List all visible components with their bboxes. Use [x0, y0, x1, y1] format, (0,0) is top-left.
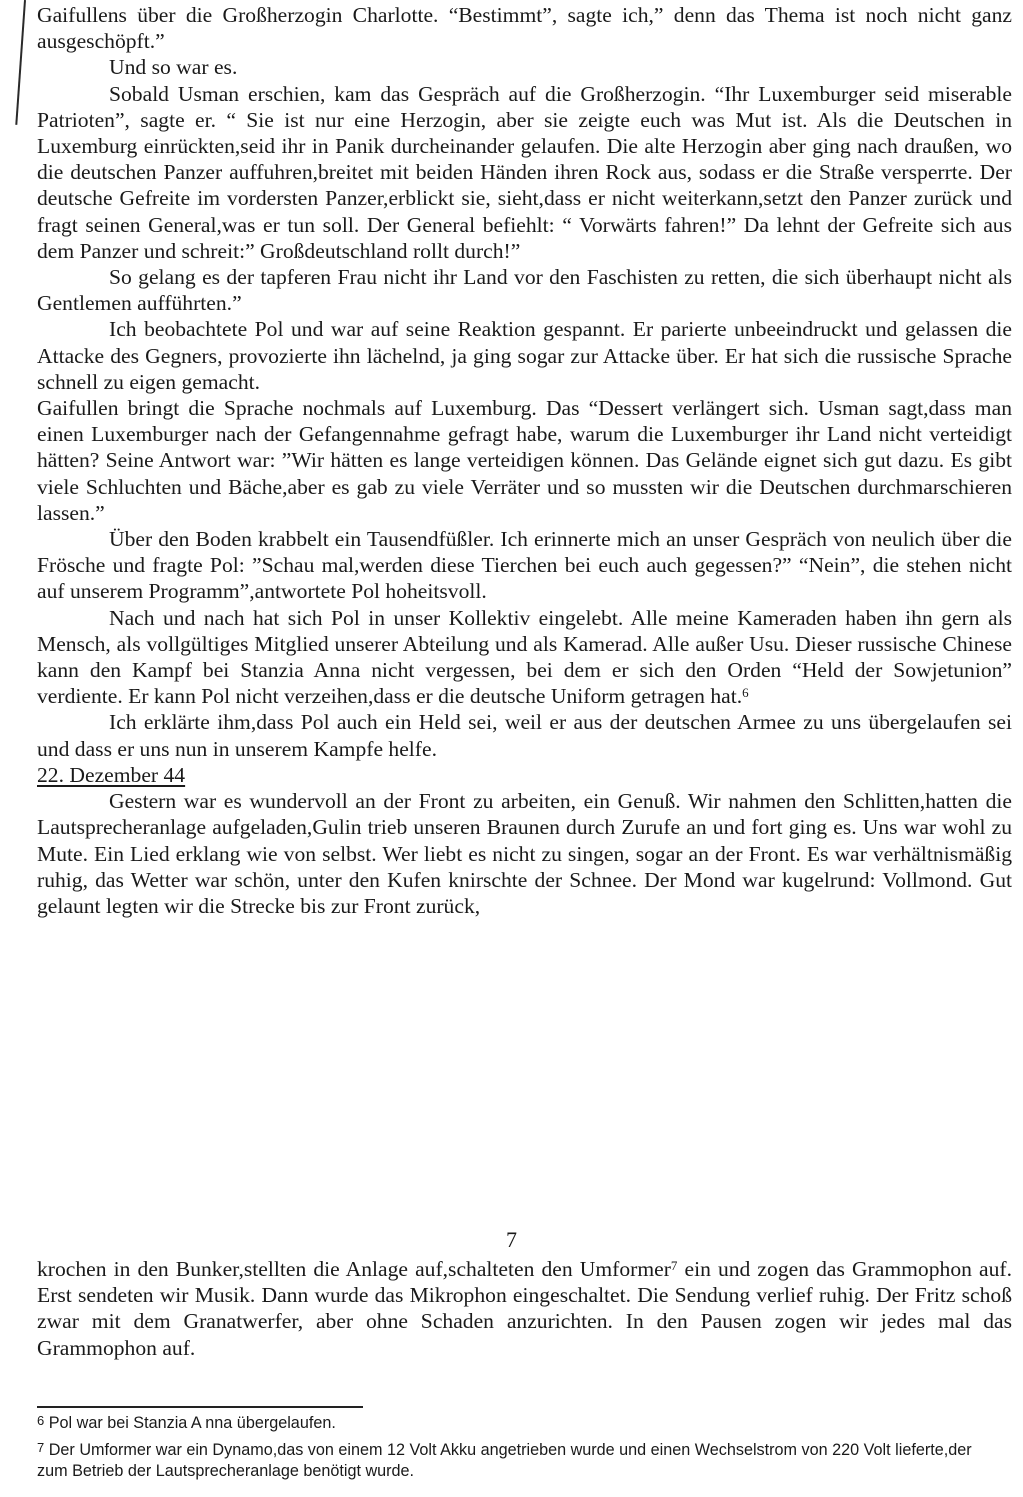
paragraph: Über den Boden krabbelt ein Tausendfüßler. Ich erinnerte mich an unser Gespräch von neulich über die Frösche und fragte Pol: ”Schau mal,werden diese Tierchen bei euch auch gegessen?” “Nein”, die stehen nicht auf unserem Programm”,antwortete Pol hoheitsvoll.: [37, 527, 1012, 604]
paragraph: Ich erklärte ihm,dass Pol auch ein Held sei, weil er aus der deutschen Armee zu uns übergelaufen sei und dass er uns nun in unserem Kampfe helfe.: [37, 710, 1012, 761]
paragraph: Gaifullen bringt die Sprache nochmals auf Luxemburg. Das “Dessert verlängert sich. Usman sagt,dass man einen Luxemburger nach der Gefangennahme gefragt habe, warum die Luxemburger ihr Land nicht verteidigt hätten? Seine Antwort war: ”Wir hätten es lange verteidigen können. Das Gelände eignet sich gut dazu. Es gibt viele Schluchten und Bäche,aber es gab zu viele Verräter und so mussten wir die Deutschen durchmarschieren lassen.”: [37, 396, 1012, 525]
paragraph: Ich beobachtete Pol und war auf seine Reaktion gespannt. Er parierte unbeeindruckt und gelassen die Attacke des Gegners, provozierte ihn lächelnd, ja ging sogar zur Attacke über. Er hat sich die russische Sprache schnell zu eigen gemacht.: [37, 317, 1012, 394]
paragraph-text: Nach und nach hat sich Pol in unser Kollektiv eingelebt. Alle meine Kameraden haben ihn gern als Mensch, als vollgültiges Mitglied unserer Abteilung und als Kamerad. Alle außer Usu. Dieser russische Chinese kann den Kampf bei Stanzia Anna nicht vergessen, bei dem er sich den Orden “Held der Sowjetunion” verdiente. Er kann Pol nicht verzeihen,dass er die deutsche Uniform getragen hat.: [37, 605, 1012, 709]
diary-entry: Gestern war es wundervoll an der Front zu arbeiten, ein Genuß. Wir nahmen den Schlitten,hatten die Lautsprecheranlage aufgeladen,Gulin trieb unseren Braunen durch Zurufe an und fort ging es. Uns war wohl zu Mute. Ein Lied erklang wie von selbst. Wer liebt es nicht zu singen, sogar an der Front. Es war verhältnismäßig ruhig, das Wetter war schön, unter den Kufen knirschte der Schnee. Der Mond war kugelrund: Vollmond. Gut gelaunt legten wir die Strecke bis zur Front zurück,: [37, 789, 1012, 918]
footnote-ref: 6: [742, 685, 749, 701]
footnotes: [37, 1413, 997, 1488]
date-heading: [37, 762, 1012, 788]
page-number: 7: [506, 1227, 517, 1252]
continuation-text-before-ref: krochen in den Bunker,stellten die Anlage auf,schalteten den Umformer: [37, 1257, 671, 1281]
paragraph: Und so war es.: [109, 55, 238, 80]
paragraph: Gaifullens über die Großherzogin Charlotte. “Bestimmt”, sagte ich,” denn das Thema ist noch nicht ganz ausgeschöpft.”: [37, 3, 1012, 54]
paragraph: Sobald Usman erschien, kam das Gespräch auf die Großherzogin. “Ihr Luxemburger seid miserable Patrioten”, sagte er. “ Sie ist nur eine Herzogin, aber sie zeigte euch was Mut ist. Als die Deutschen in Luxemburg einrückten,seid ihr in Panik durcheinander gelaufen. Die alte Herzogin aber ging nach draußen, wo die deutschen Panzer auffuhren,breitet mit beiden Händen ihren Rock aus, sodass er die Straße versperrte. Der deutsche Gefreite im vordersten Panzer,erblickt sie, sieht,dass er nicht weiterkann,setzt den Panzer zurück und fragt seinen General,was er tun soll. Der General befiehlt: “ Vorwärts fahren!” Da lehnt der Gefreite sich aus dem Panzer und schreit:” Großdeutschland rollt durch!”: [37, 81, 1012, 263]
paragraph: So gelang es der tapferen Frau nicht ihr Land vor den Faschisten zu retten, die sich überhaupt nicht als Gentlemen aufführten.”: [37, 265, 1012, 316]
continuation-paragraph: [37, 1256, 1012, 1361]
main-text: [37, 2, 1012, 919]
footnote-text: Der Umformer war ein Dynamo,das von einem 12 Volt Akku angetrieben wurde und einen Wechselstrom von 220 Volt lieferte,der zum Betrieb der Lautsprecheranlage benötigt wurde.: [37, 1441, 972, 1480]
footnote-ref: 7: [670, 1258, 678, 1273]
date-heading-text: 22. Dezember 44: [37, 762, 186, 787]
footnote-separator: [37, 1406, 363, 1408]
footnote-number: 7: [37, 1440, 45, 1455]
paragraph-with-footnote-ref: [37, 605, 1012, 710]
continuation-text: [37, 1256, 1012, 1361]
continuation-text-after-ref: ein und zogen das Grammophon auf. Erst sendeten wir Musik. Dann wurde das Mikrophon eingeschaltet. Die Sendung verlief ruhig. Der Fritz schoß zwar mit dem Granatwerfer, aber ohne Schaden anzurichten. In den Pausen zogen wir jedes mal das Grammophon auf.: [37, 1257, 1012, 1360]
footnote: [37, 1413, 997, 1434]
footnote-number: 6: [37, 1413, 45, 1428]
footnote: [37, 1440, 997, 1482]
scan-margin-mark: [15, 0, 26, 125]
footnote-text: Pol war bei Stanzia A nna übergelaufen.: [48, 1414, 336, 1432]
